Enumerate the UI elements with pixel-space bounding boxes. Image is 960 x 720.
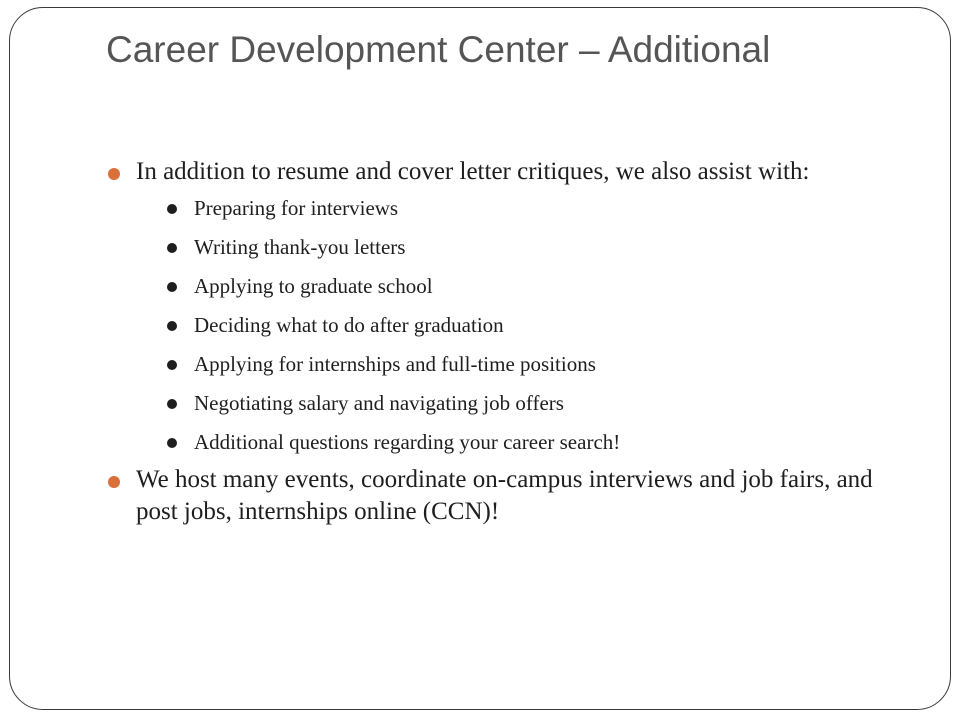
sub-bullet-text: Deciding what to do after graduation (194, 313, 504, 337)
sub-bullet-item (166, 272, 906, 300)
orange-dot-bullet-icon (108, 476, 120, 488)
sub-bullet-text: Additional questions regarding your career search! (194, 430, 621, 454)
black-dot-bullet-icon (167, 360, 177, 370)
sub-bullet-item (166, 194, 906, 222)
sub-bullet-text: Negotiating salary and navigating job offers (194, 391, 564, 415)
black-dot-bullet-icon (167, 438, 177, 448)
sub-bullet-item (166, 350, 906, 378)
black-dot-bullet-icon (167, 204, 177, 214)
black-dot-bullet-icon (167, 321, 177, 331)
slide-title: Career Development Center – Additional (106, 29, 771, 70)
sub-bullet-item (166, 389, 906, 417)
bullet-item-services (106, 156, 906, 456)
sub-bullet-text: Preparing for interviews (194, 196, 399, 220)
black-dot-bullet-icon (167, 243, 177, 253)
sub-bullet-item (166, 428, 906, 456)
orange-dot-bullet-icon (108, 168, 120, 180)
bullet-list (106, 156, 906, 528)
sub-bullet-item (166, 311, 906, 339)
slide-content (106, 156, 906, 536)
sub-bullet-text: Writing thank-you letters (194, 235, 406, 259)
bullet-text: We host many events, coordinate on-campus interviews and job fairs, and post jobs, internships online (CCN)! (136, 466, 873, 525)
black-dot-bullet-icon (167, 399, 177, 409)
sub-bullet-list (136, 194, 906, 456)
sub-bullet-text: Applying to graduate school (194, 274, 433, 298)
bullet-item-events (106, 464, 906, 528)
black-dot-bullet-icon (167, 282, 177, 292)
sub-bullet-text: Applying for internships and full-time positions (194, 352, 596, 376)
sub-bullet-item (166, 233, 906, 261)
bullet-text: In addition to resume and cover letter critiques, we also assist with: (136, 158, 810, 185)
